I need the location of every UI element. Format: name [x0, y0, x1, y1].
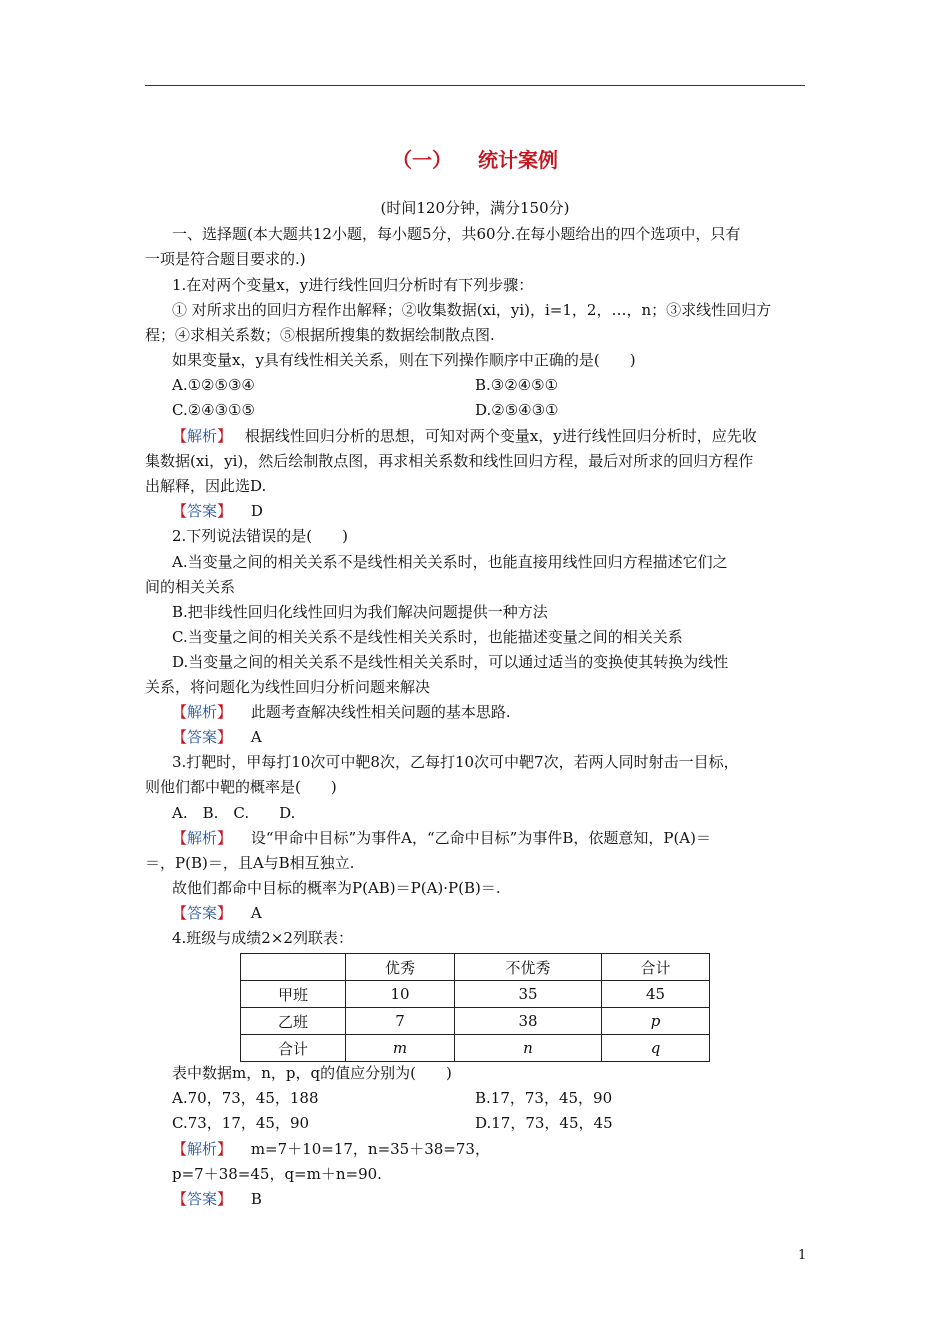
- q4-analysis-text-1: m=7＋10=17，n=35＋38=73，: [250, 1140, 490, 1158]
- q1-option-c[interactable]: C.②④③①⑤: [172, 401, 255, 419]
- table-cell: 合计: [241, 1035, 346, 1062]
- q3-stem-1: 3.打靶时，甲每打10次可中靶8次，乙每打10次可中靶7次，若两人同时射击一目标，: [172, 753, 739, 771]
- q1-analysis-1: [172, 426, 834, 446]
- q4-analysis-1: [172, 1139, 834, 1159]
- q2-option-d-1[interactable]: D.当变量之间的相关关系不是线性相关关系时，可以通过适当的变换使其转换为线性: [172, 653, 729, 671]
- q2-analysis-text: 此题考查解决线性相关问题的基本思路.: [250, 703, 511, 721]
- table-cell: n: [455, 1035, 602, 1062]
- table-cell: [241, 954, 346, 981]
- q1-steps-2: 程；④求相关系数；⑤根据所搜集的数据绘制散点图.: [145, 326, 495, 344]
- table-header: 合计: [602, 954, 710, 981]
- q2-option-a-2: 间的相关关系: [145, 578, 236, 596]
- q3-analysis-2: ＝，P(B)＝，且A与B相互独立.: [145, 854, 355, 872]
- table-cell: 35: [455, 981, 602, 1008]
- q3-stem-2: 则他们都中靶的概率是( ): [145, 778, 337, 796]
- table-row: [241, 954, 710, 981]
- table-cell: 7: [346, 1008, 455, 1035]
- q2-stem: 2.下列说法错误的是( ): [172, 527, 349, 545]
- q1-stem: 1.在对两个变量x，y进行线性回归分析时有下列步骤：: [172, 276, 534, 294]
- table-cell: 乙班: [241, 1008, 346, 1035]
- q2-option-b[interactable]: B.把非线性回归化线性回归为我们解决问题提供一种方法: [172, 603, 548, 621]
- q3-result: 故他们都命中目标的概率为P(AB)＝P(A)·P(B)＝.: [172, 879, 501, 897]
- q1-answer: [172, 501, 834, 521]
- page-title: [0, 144, 950, 173]
- analysis-tag: 【解析】: [172, 427, 233, 445]
- q3-analysis-1: [172, 828, 834, 848]
- table-row: [241, 981, 710, 1008]
- q4-answer: [172, 1189, 834, 1209]
- table-row: [241, 1008, 710, 1035]
- analysis-tag: 【解析】: [172, 703, 233, 721]
- q1-analysis-2: 集数据(xi，yi)，然后绘制散点图，再求相关系数和线性回归方程，最后对所求的回归方程作: [145, 452, 754, 470]
- q1-analysis-3: 出解释，因此选D.: [145, 477, 267, 495]
- q4-option-c[interactable]: C.73，17，45，90: [172, 1114, 310, 1132]
- q2-analysis: [172, 702, 834, 722]
- q1-steps-1: ① 对所求出的回归方程作出解释；②收集数据(xi，yi)，i=1，2，…，n；③求线性回归方: [172, 301, 772, 319]
- table-cell: 甲班: [241, 981, 346, 1008]
- section-intro-1: 一、选择题(本大题共12小题，每小题5分，共60分.在每小题给出的四个选项中，只有: [172, 225, 741, 243]
- answer-tag: 【答案】: [172, 502, 233, 520]
- q2-answer-value: A: [250, 728, 262, 746]
- answer-tag: 【答案】: [172, 1190, 233, 1208]
- table-cell: p: [602, 1008, 710, 1035]
- analysis-tag: 【解析】: [172, 1140, 233, 1158]
- q4-option-a[interactable]: A.70，73，45，188: [172, 1089, 319, 1107]
- q4-options-row-2: [172, 1113, 834, 1133]
- q3-analysis-text-1: 设“甲命中目标”为事件A，“乙命中目标”为事件B，依题意知，P(A)＝: [250, 829, 711, 847]
- q1-options-row-1: [172, 375, 834, 395]
- q2-option-a-1[interactable]: A.当变量之间的相关关系不是线性相关关系时，也能直接用线性回归方程描述它们之: [172, 553, 728, 571]
- title-name: 统计案例: [478, 148, 558, 172]
- q1-option-b[interactable]: B.③②④⑤①: [475, 376, 559, 394]
- table-header: 不优秀: [455, 954, 602, 981]
- q2-option-d-2: 关系，将问题化为线性回归分析问题来解决: [145, 678, 431, 696]
- q4-ask: 表中数据m，n，p，q的值应分别为( ): [172, 1064, 452, 1082]
- contingency-table: [240, 953, 710, 1062]
- answer-tag: 【答案】: [172, 728, 233, 746]
- q4-options-row-1: [172, 1088, 834, 1108]
- table-cell: q: [602, 1035, 710, 1062]
- q3-options[interactable]: A. B. C. D.: [172, 804, 296, 822]
- table-cell: m: [346, 1035, 455, 1062]
- q1-option-d[interactable]: D.②⑤④③①: [475, 401, 559, 419]
- answer-tag: 【答案】: [172, 904, 233, 922]
- analysis-tag: 【解析】: [172, 829, 233, 847]
- q3-answer: [172, 903, 834, 923]
- table-cell: 10: [346, 981, 455, 1008]
- table-header: 优秀: [346, 954, 455, 981]
- q1-options-row-2: [172, 400, 834, 420]
- section-intro-2: 一项是符合题目要求的.): [145, 250, 306, 268]
- q1-ask: 如果变量x，y具有线性相关关系，则在下列操作顺序中正确的是( ): [172, 351, 636, 369]
- q1-analysis-text-1: 根据线性回归分析的思想，可知对两个变量x，y进行线性回归分析时，应先收: [244, 427, 757, 445]
- table-row: [241, 1035, 710, 1062]
- q3-answer-value: A: [250, 904, 262, 922]
- q4-option-d[interactable]: D.17，73，45，45: [475, 1114, 613, 1132]
- q4-stem: 4.班级与成绩2×2列联表：: [172, 929, 353, 947]
- q1-option-a[interactable]: A.①②⑤③④: [172, 376, 255, 394]
- table-cell: 38: [455, 1008, 602, 1035]
- q4-option-b[interactable]: B.17，73，45，90: [475, 1089, 613, 1107]
- header-rule: [145, 85, 805, 86]
- title-part: （一）: [392, 148, 452, 172]
- table-cell: 45: [602, 981, 710, 1008]
- q4-analysis-2: p=7＋38=45，q=m＋n=90.: [172, 1165, 382, 1183]
- q4-answer-value: B: [250, 1190, 262, 1208]
- q2-option-c[interactable]: C.当变量之间的相关关系不是线性相关关系时，也能描述变量之间的相关关系: [172, 628, 683, 646]
- page-number: 1: [798, 1248, 807, 1263]
- q2-answer: [172, 727, 834, 747]
- q1-answer-value: D: [250, 502, 263, 520]
- exam-meta: (时间120分钟，满分150分): [380, 199, 570, 217]
